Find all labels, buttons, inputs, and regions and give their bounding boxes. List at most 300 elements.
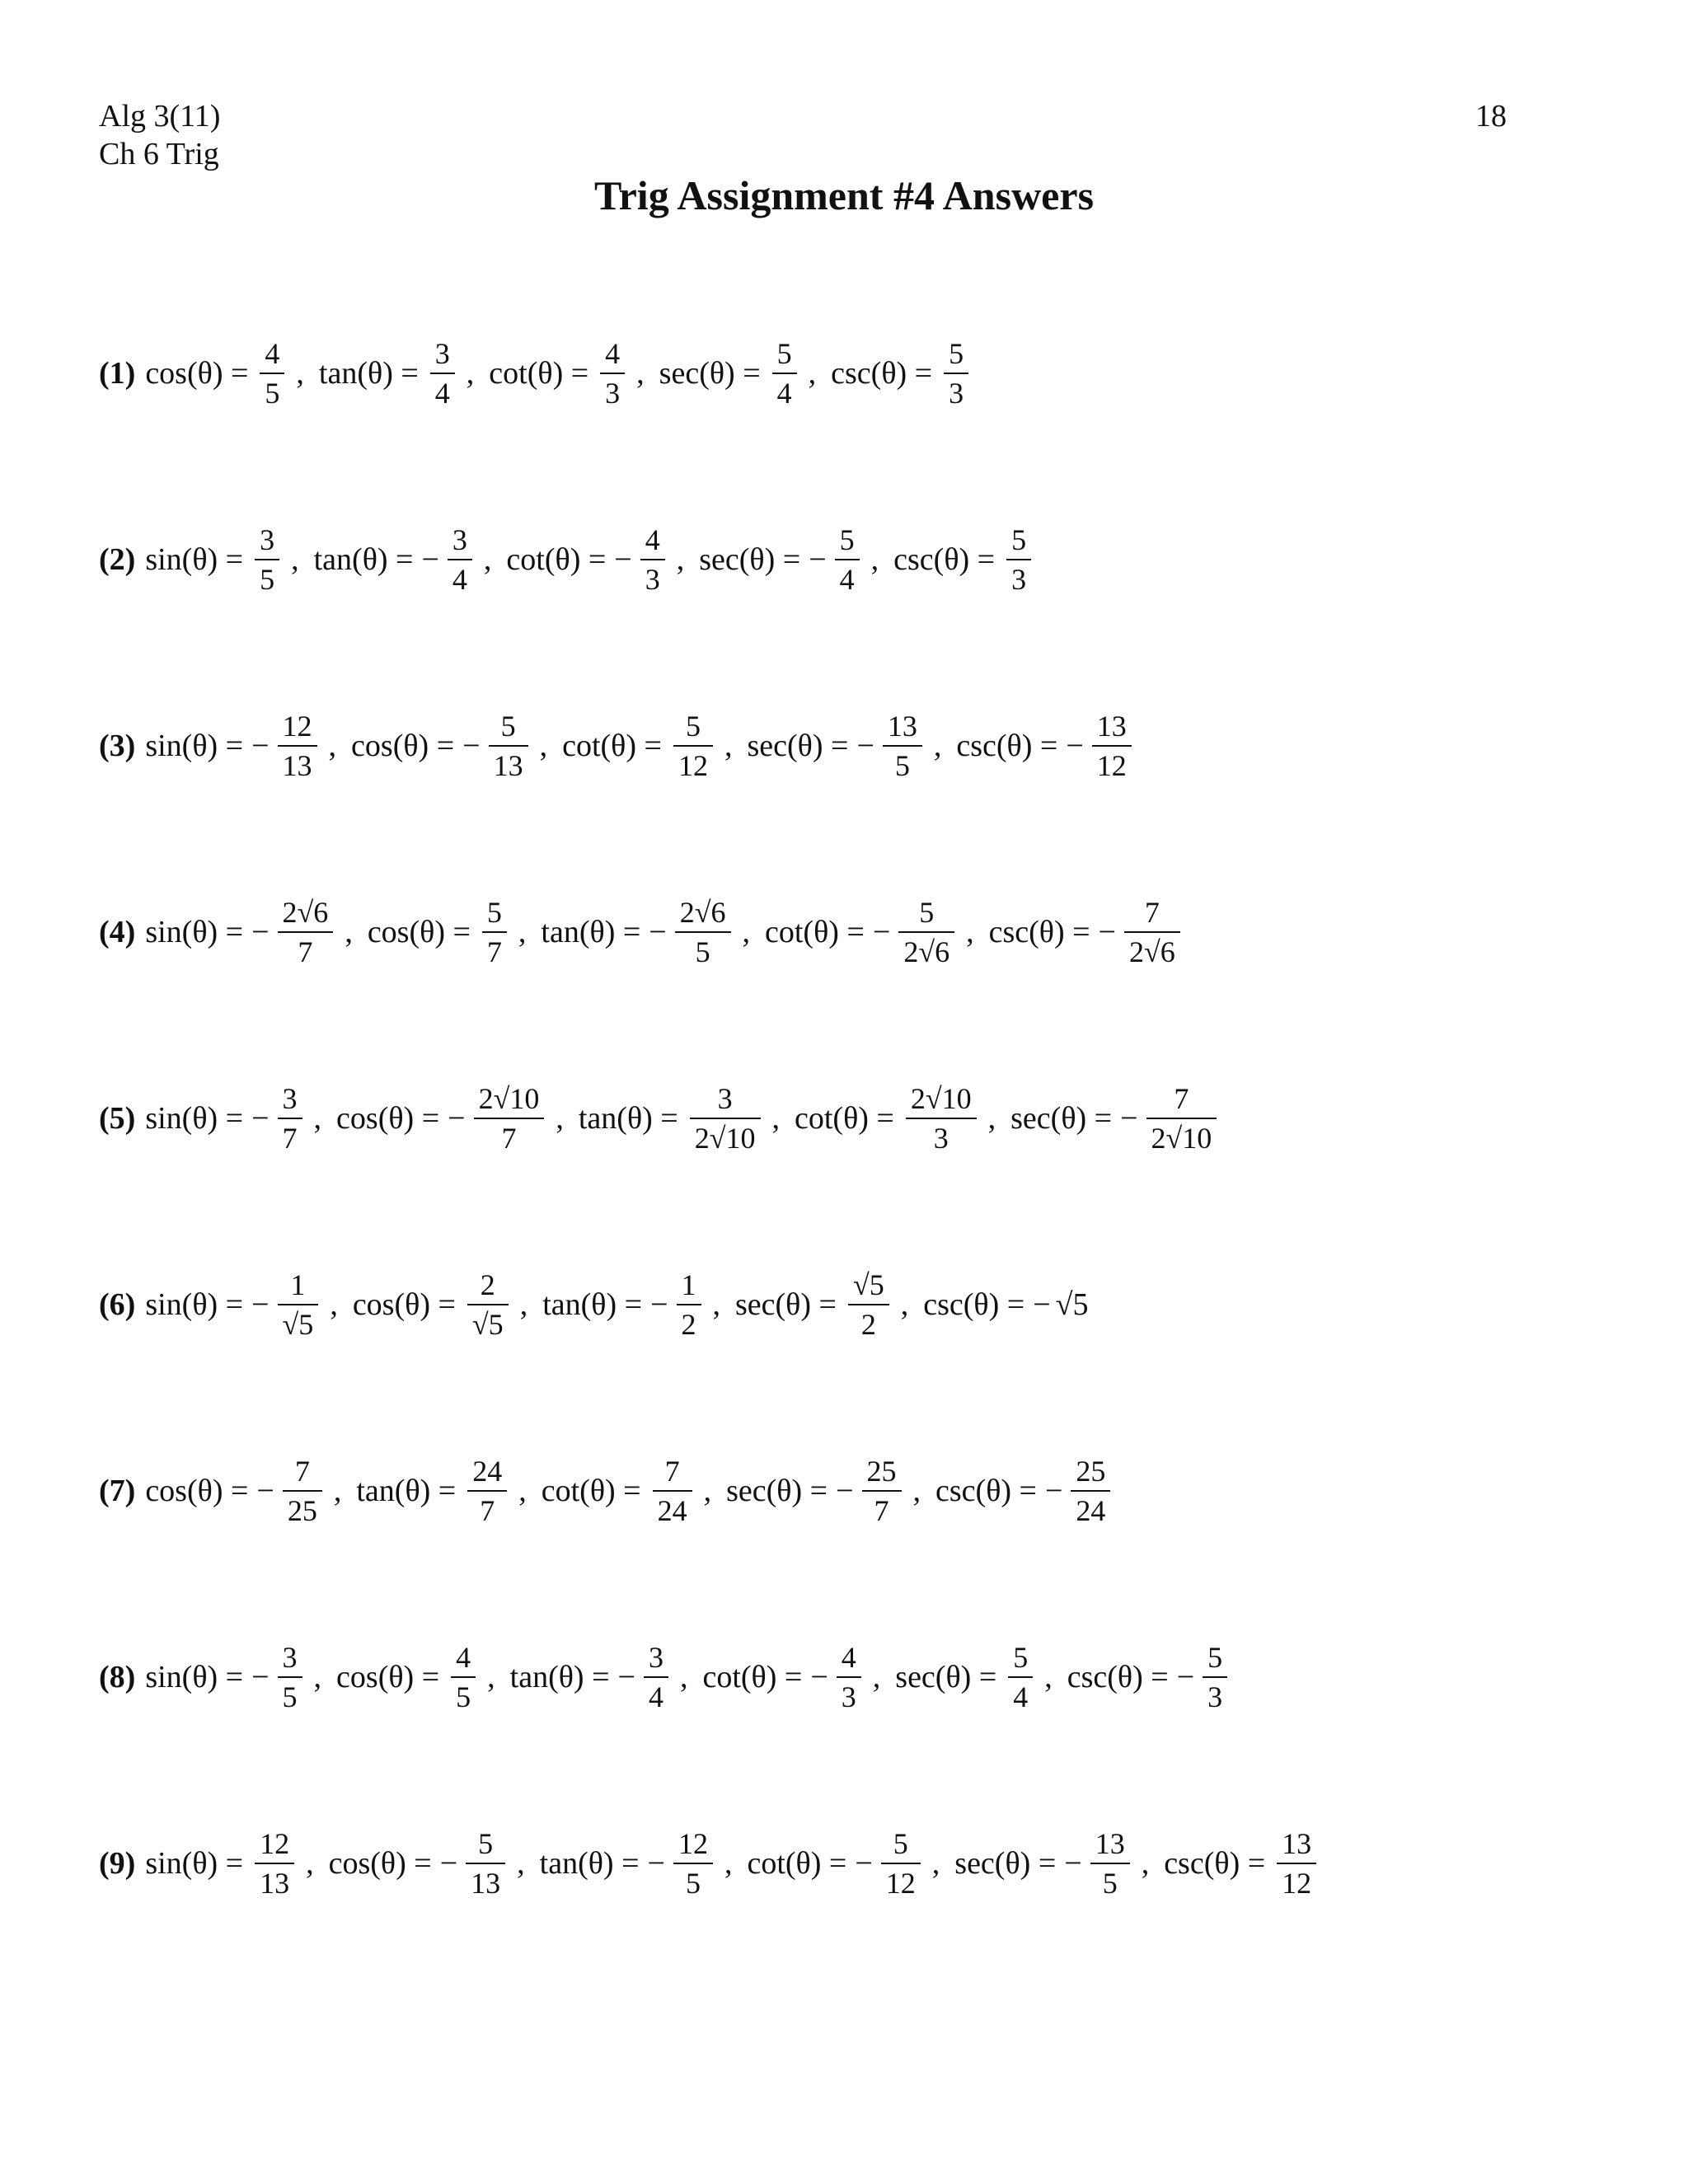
fraction bbox=[1008, 1641, 1033, 1713]
fraction bbox=[848, 1268, 889, 1341]
trig-function: tan(θ) = bbox=[578, 1101, 678, 1136]
trig-function: cos(θ) = bbox=[352, 1287, 456, 1322]
trig-function: csc(θ) = bbox=[1067, 1660, 1169, 1694]
trig-function: sin(θ) = bbox=[145, 1101, 244, 1136]
minus-sign: − bbox=[439, 1846, 458, 1881]
fraction bbox=[600, 337, 625, 410]
denominator: 4 bbox=[776, 377, 792, 410]
fraction bbox=[673, 1827, 713, 1900]
fraction bbox=[255, 1827, 294, 1900]
numerator: 12 bbox=[678, 1827, 708, 1860]
minus-sign: − bbox=[856, 729, 874, 763]
numerator: 3 bbox=[452, 523, 467, 556]
numerator: 25 bbox=[1076, 1455, 1106, 1488]
numerator: 2√6 bbox=[679, 896, 726, 929]
answer-term bbox=[506, 523, 668, 596]
problem-number: (1) bbox=[99, 356, 136, 391]
answer-term bbox=[795, 1082, 980, 1155]
separator-comma: , bbox=[1141, 1846, 1150, 1881]
numerator: 13 bbox=[1282, 1827, 1312, 1860]
fraction bbox=[278, 1082, 302, 1155]
minus-sign: − bbox=[256, 1474, 274, 1508]
problem-row bbox=[99, 466, 1599, 653]
denominator: 5 bbox=[1102, 1867, 1118, 1900]
numerator: 12 bbox=[282, 710, 312, 743]
denominator: 13 bbox=[471, 1867, 501, 1900]
numerator: 7 bbox=[294, 1455, 310, 1488]
numerator: 2√10 bbox=[910, 1082, 972, 1115]
fraction bbox=[1277, 1827, 1316, 1900]
separator-comma: , bbox=[291, 542, 299, 577]
fraction bbox=[278, 896, 334, 968]
numerator: 1 bbox=[681, 1268, 696, 1301]
trig-function: tan(θ) = bbox=[541, 915, 641, 949]
numerator: 5 bbox=[1011, 523, 1027, 556]
minus-sign: − bbox=[1033, 1287, 1051, 1322]
separator-comma: , bbox=[330, 1287, 338, 1322]
problem-row bbox=[99, 653, 1599, 839]
minus-sign: − bbox=[872, 915, 891, 949]
answer-term bbox=[935, 1455, 1114, 1527]
denominator: 4 bbox=[452, 563, 467, 596]
separator-comma: , bbox=[742, 915, 750, 949]
trig-function: cos(θ) = bbox=[336, 1660, 440, 1694]
answer-term bbox=[831, 337, 972, 410]
separator-comma: , bbox=[328, 729, 337, 763]
separator-comma: , bbox=[333, 1474, 342, 1508]
minus-sign: − bbox=[1064, 1846, 1082, 1881]
numerator: 7 bbox=[1174, 1082, 1189, 1115]
fraction bbox=[1146, 1082, 1217, 1155]
separator-comma: , bbox=[771, 1101, 780, 1136]
trig-function: tan(θ) = bbox=[509, 1660, 610, 1694]
separator-comma: , bbox=[296, 356, 304, 391]
trig-function: csc(θ) = bbox=[1164, 1846, 1266, 1881]
trig-function: sin(θ) = bbox=[145, 1287, 244, 1322]
fraction bbox=[835, 523, 860, 596]
value: √5 bbox=[1055, 1287, 1089, 1322]
denominator: 3 bbox=[841, 1680, 856, 1713]
fraction bbox=[1203, 1641, 1227, 1713]
answer-term bbox=[329, 1827, 509, 1900]
answer-term bbox=[145, 710, 320, 782]
separator-comma: , bbox=[712, 1287, 720, 1322]
trig-function: tan(θ) = bbox=[313, 542, 414, 577]
header-left bbox=[99, 97, 220, 173]
numerator: 4 bbox=[265, 337, 280, 370]
fraction bbox=[430, 337, 455, 410]
fraction bbox=[260, 337, 284, 410]
problem-number: (2) bbox=[99, 542, 136, 577]
answer-term bbox=[540, 1827, 716, 1900]
answer-term bbox=[319, 337, 458, 410]
trig-function: cos(θ) = bbox=[367, 915, 471, 949]
separator-comma: , bbox=[900, 1287, 909, 1322]
denominator: 24 bbox=[657, 1494, 687, 1527]
answer-term bbox=[702, 1641, 864, 1713]
minus-sign: − bbox=[1176, 1660, 1195, 1694]
fraction bbox=[1090, 1827, 1130, 1900]
numerator: 4 bbox=[841, 1641, 856, 1674]
trig-function: cos(θ) = bbox=[328, 1846, 432, 1881]
fraction bbox=[489, 710, 528, 782]
numerator: 5 bbox=[685, 710, 701, 743]
denominator: 12 bbox=[678, 749, 708, 782]
minus-sign: − bbox=[251, 915, 270, 949]
trig-function: sin(θ) = bbox=[145, 915, 244, 949]
minus-sign: − bbox=[251, 1287, 270, 1322]
numerator: 13 bbox=[1096, 710, 1127, 743]
numerator: 5 bbox=[893, 1827, 908, 1860]
denominator: 7 bbox=[486, 935, 502, 968]
numerator: 13 bbox=[887, 710, 917, 743]
trig-function: cos(θ) = bbox=[351, 729, 455, 763]
trig-function: cos(θ) = bbox=[145, 356, 249, 391]
numerator: 5 bbox=[919, 896, 935, 929]
answer-term bbox=[510, 1641, 672, 1713]
answer-term bbox=[145, 1641, 305, 1713]
fraction bbox=[772, 337, 797, 410]
numerator: 7 bbox=[664, 1455, 680, 1488]
separator-comma: , bbox=[518, 915, 527, 949]
numerator: 5 bbox=[478, 1827, 494, 1860]
problem-number: (3) bbox=[99, 729, 136, 763]
fraction bbox=[883, 710, 922, 782]
minus-sign: − bbox=[1120, 1101, 1138, 1136]
page-title: Trig Assignment #4 Answers bbox=[593, 172, 1095, 218]
separator-comma: , bbox=[313, 1101, 322, 1136]
separator-comma: , bbox=[483, 542, 492, 577]
page-number: 18 bbox=[1475, 99, 1507, 134]
separator-comma: , bbox=[703, 1474, 712, 1508]
fraction bbox=[690, 1082, 761, 1155]
numerator: 7 bbox=[1144, 896, 1160, 929]
numerator: 5 bbox=[1207, 1641, 1223, 1674]
fraction bbox=[675, 896, 731, 968]
denominator: 25 bbox=[287, 1494, 317, 1527]
numerator: 5 bbox=[486, 896, 502, 929]
trig-function: sin(θ) = bbox=[145, 542, 244, 577]
numerator: 5 bbox=[500, 710, 516, 743]
denominator: 7 bbox=[282, 1122, 298, 1155]
numerator: 25 bbox=[866, 1455, 897, 1488]
separator-comma: , bbox=[539, 729, 548, 763]
answer-term bbox=[735, 1268, 893, 1341]
answer-term bbox=[989, 896, 1184, 968]
chapter-label: Ch 6 Trig bbox=[99, 137, 219, 171]
denominator: 3 bbox=[1011, 563, 1027, 596]
answer-term bbox=[145, 1827, 298, 1900]
separator-comma: , bbox=[679, 1660, 688, 1694]
minus-sign: − bbox=[251, 1101, 270, 1136]
denominator: 4 bbox=[839, 563, 855, 596]
answer-term bbox=[726, 1455, 904, 1527]
answer-term bbox=[954, 1827, 1132, 1900]
numerator: √5 bbox=[852, 1268, 884, 1301]
trig-function: cos(θ) = bbox=[145, 1474, 249, 1508]
problem-row bbox=[99, 1398, 1599, 1584]
denominator: 13 bbox=[260, 1867, 290, 1900]
trig-function: cos(θ) = bbox=[336, 1101, 440, 1136]
denominator: 4 bbox=[1013, 1680, 1029, 1713]
trig-function: cot(θ) = bbox=[489, 356, 589, 391]
separator-comma: , bbox=[556, 1101, 564, 1136]
denominator: 3 bbox=[933, 1122, 949, 1155]
denominator: 4 bbox=[648, 1680, 663, 1713]
answer-term bbox=[923, 1286, 1088, 1323]
denominator: 5 bbox=[260, 563, 275, 596]
minus-sign: − bbox=[809, 542, 827, 577]
numerator: 5 bbox=[1013, 1641, 1029, 1674]
fraction bbox=[1092, 710, 1132, 782]
separator-comma: , bbox=[1044, 1660, 1053, 1694]
answer-term bbox=[145, 337, 288, 410]
trig-function: sec(θ) = bbox=[659, 356, 761, 391]
trig-function: cot(θ) = bbox=[765, 915, 865, 949]
denominator: 12 bbox=[1282, 1867, 1312, 1900]
answer-term bbox=[542, 1268, 704, 1341]
denominator: 13 bbox=[493, 749, 523, 782]
denominator: 2√10 bbox=[694, 1122, 756, 1155]
fraction bbox=[467, 1268, 509, 1341]
numerator: 1 bbox=[290, 1268, 306, 1301]
fraction bbox=[837, 1641, 861, 1713]
fraction bbox=[640, 523, 665, 596]
answer-term bbox=[336, 1082, 547, 1155]
answer-term bbox=[956, 710, 1134, 782]
denominator: 3 bbox=[1207, 1680, 1223, 1713]
problem-row bbox=[99, 1770, 1599, 1957]
trig-function: sin(θ) = bbox=[145, 1660, 244, 1694]
problem-number: (5) bbox=[99, 1101, 136, 1136]
denominator: 2 bbox=[860, 1308, 876, 1341]
trig-function: sec(θ) = bbox=[699, 542, 801, 577]
trig-function: csc(θ) = bbox=[831, 356, 933, 391]
minus-sign: − bbox=[617, 1660, 635, 1694]
answer-term bbox=[562, 710, 716, 782]
denominator: 7 bbox=[298, 935, 313, 968]
answer-term bbox=[314, 523, 476, 596]
minus-sign: − bbox=[810, 1660, 828, 1694]
separator-comma: , bbox=[912, 1474, 921, 1508]
trig-function: tan(θ) = bbox=[539, 1846, 640, 1881]
numerator: 2 bbox=[480, 1268, 495, 1301]
fraction bbox=[482, 896, 507, 968]
problem-row bbox=[99, 1025, 1599, 1212]
course-label: Alg 3(11) bbox=[99, 99, 221, 134]
separator-comma: , bbox=[870, 542, 879, 577]
denominator: 5 bbox=[265, 377, 280, 410]
separator-comma: , bbox=[313, 1660, 322, 1694]
denominator: 12 bbox=[1096, 749, 1127, 782]
trig-function: csc(θ) = bbox=[988, 915, 1090, 949]
separator-comma: , bbox=[487, 1660, 495, 1694]
answer-term bbox=[356, 1455, 510, 1527]
answer-term bbox=[145, 1268, 321, 1341]
minus-sign: − bbox=[448, 1101, 466, 1136]
separator-comma: , bbox=[306, 1846, 314, 1881]
minus-sign: − bbox=[462, 729, 481, 763]
minus-sign: − bbox=[836, 1474, 854, 1508]
fraction bbox=[278, 1268, 319, 1341]
separator-comma: , bbox=[519, 1287, 528, 1322]
trig-function: csc(θ) = bbox=[956, 729, 1058, 763]
answer-term bbox=[145, 896, 336, 968]
separator-comma: , bbox=[872, 1660, 881, 1694]
numerator: 4 bbox=[605, 337, 621, 370]
answer-term bbox=[747, 710, 925, 782]
trig-function: cot(θ) = bbox=[562, 729, 662, 763]
separator-comma: , bbox=[808, 356, 817, 391]
fraction bbox=[644, 1641, 668, 1713]
denominator: 3 bbox=[645, 563, 660, 596]
answer-term bbox=[1067, 1641, 1231, 1713]
minus-sign: − bbox=[1098, 915, 1116, 949]
numerator: 5 bbox=[839, 523, 855, 556]
denominator: 24 bbox=[1076, 1494, 1106, 1527]
answer-term bbox=[353, 1268, 512, 1341]
fraction bbox=[1124, 896, 1180, 968]
fraction bbox=[1006, 523, 1031, 596]
fraction bbox=[474, 1082, 545, 1155]
numerator: 13 bbox=[1095, 1827, 1125, 1860]
numerator: 2√6 bbox=[282, 896, 329, 929]
minus-sign: − bbox=[647, 1846, 665, 1881]
minus-sign: − bbox=[614, 542, 632, 577]
denominator: 12 bbox=[885, 1867, 916, 1900]
numerator: 3 bbox=[282, 1641, 298, 1674]
minus-sign: − bbox=[1044, 1474, 1063, 1508]
problem-number: (4) bbox=[99, 915, 136, 949]
answer-term bbox=[765, 896, 958, 968]
minus-sign: − bbox=[1066, 729, 1084, 763]
fraction bbox=[1071, 1455, 1110, 1527]
minus-sign: − bbox=[650, 1287, 668, 1322]
problem-number: (9) bbox=[99, 1846, 136, 1881]
denominator: 4 bbox=[434, 377, 450, 410]
fraction bbox=[673, 710, 713, 782]
separator-comma: , bbox=[724, 1846, 733, 1881]
trig-function: sin(θ) = bbox=[145, 1846, 244, 1881]
denominator: 7 bbox=[501, 1122, 517, 1155]
separator-comma: , bbox=[517, 1846, 525, 1881]
numerator: 24 bbox=[472, 1455, 503, 1488]
answer-term bbox=[489, 337, 628, 410]
fraction bbox=[677, 1268, 701, 1341]
answer-term bbox=[541, 896, 734, 968]
denominator: 7 bbox=[480, 1494, 495, 1527]
problem-number: (6) bbox=[99, 1287, 136, 1322]
denominator: 3 bbox=[605, 377, 621, 410]
fraction bbox=[944, 337, 968, 410]
denominator: 5 bbox=[282, 1680, 298, 1713]
trig-function: cot(θ) = bbox=[506, 542, 607, 577]
numerator: 4 bbox=[456, 1641, 471, 1674]
separator-comma: , bbox=[933, 729, 942, 763]
separator-comma: , bbox=[466, 356, 475, 391]
problem-row bbox=[99, 1212, 1599, 1398]
numerator: 5 bbox=[949, 337, 964, 370]
fraction bbox=[255, 523, 279, 596]
numerator: 3 bbox=[260, 523, 275, 556]
problem-row bbox=[99, 839, 1599, 1025]
trig-function: csc(θ) = bbox=[935, 1474, 1037, 1508]
fraction bbox=[278, 710, 317, 782]
answer-term bbox=[895, 1641, 1036, 1713]
denominator: √5 bbox=[282, 1308, 314, 1341]
minus-sign: − bbox=[251, 1660, 270, 1694]
denominator: 5 bbox=[695, 935, 710, 968]
problem-row bbox=[99, 280, 1599, 466]
trig-function: sec(θ) = bbox=[895, 1660, 997, 1694]
trig-function: sin(θ) = bbox=[145, 729, 244, 763]
denominator: 2 bbox=[681, 1308, 696, 1341]
denominator: 2√10 bbox=[1151, 1122, 1212, 1155]
answer-term bbox=[145, 1455, 326, 1527]
answer-term bbox=[542, 1455, 696, 1527]
separator-comma: , bbox=[636, 356, 645, 391]
trig-function: sec(θ) = bbox=[726, 1474, 828, 1508]
trig-function: cot(θ) = bbox=[795, 1101, 894, 1136]
minus-sign: − bbox=[421, 542, 439, 577]
minus-sign: − bbox=[251, 729, 270, 763]
numerator: 3 bbox=[648, 1641, 663, 1674]
numerator: 5 bbox=[776, 337, 792, 370]
denominator: 2√6 bbox=[903, 935, 950, 968]
answer-term bbox=[579, 1082, 764, 1155]
problem-row bbox=[99, 1584, 1599, 1770]
answer-term bbox=[1010, 1082, 1220, 1155]
numerator: 12 bbox=[260, 1827, 290, 1860]
answer-term bbox=[659, 337, 800, 410]
trig-function: cot(θ) = bbox=[541, 1474, 641, 1508]
fraction bbox=[451, 1641, 476, 1713]
separator-comma: , bbox=[931, 1846, 940, 1881]
fraction bbox=[466, 1827, 505, 1900]
numerator: 4 bbox=[645, 523, 660, 556]
answer-term bbox=[1164, 1827, 1320, 1900]
denominator: √5 bbox=[471, 1308, 504, 1341]
trig-function: cot(θ) = bbox=[702, 1660, 803, 1694]
fraction bbox=[881, 1827, 921, 1900]
denominator: 2√6 bbox=[1128, 935, 1175, 968]
numerator: 3 bbox=[434, 337, 450, 370]
denominator: 5 bbox=[685, 1867, 701, 1900]
denominator: 3 bbox=[949, 377, 964, 410]
answer-list bbox=[99, 280, 1599, 1957]
trig-function: csc(θ) = bbox=[923, 1287, 1025, 1322]
trig-function: sec(θ) = bbox=[954, 1846, 1057, 1881]
answer-term bbox=[893, 523, 1034, 596]
answer-term bbox=[145, 523, 283, 596]
problem-number: (8) bbox=[99, 1660, 136, 1694]
trig-function: tan(θ) = bbox=[318, 356, 419, 391]
minus-sign: − bbox=[649, 915, 667, 949]
answer-term bbox=[747, 1827, 923, 1900]
numerator: 3 bbox=[282, 1082, 298, 1115]
numerator: 2√10 bbox=[478, 1082, 540, 1115]
answer-term bbox=[351, 710, 532, 782]
fraction bbox=[653, 1455, 692, 1527]
separator-comma: , bbox=[966, 915, 974, 949]
answer-term bbox=[368, 896, 510, 968]
separator-comma: , bbox=[345, 915, 353, 949]
separator-comma: , bbox=[724, 729, 733, 763]
separator-comma: , bbox=[987, 1101, 996, 1136]
trig-function: sec(θ) = bbox=[1010, 1101, 1113, 1136]
answer-term bbox=[699, 523, 862, 596]
numerator: 3 bbox=[717, 1082, 733, 1115]
